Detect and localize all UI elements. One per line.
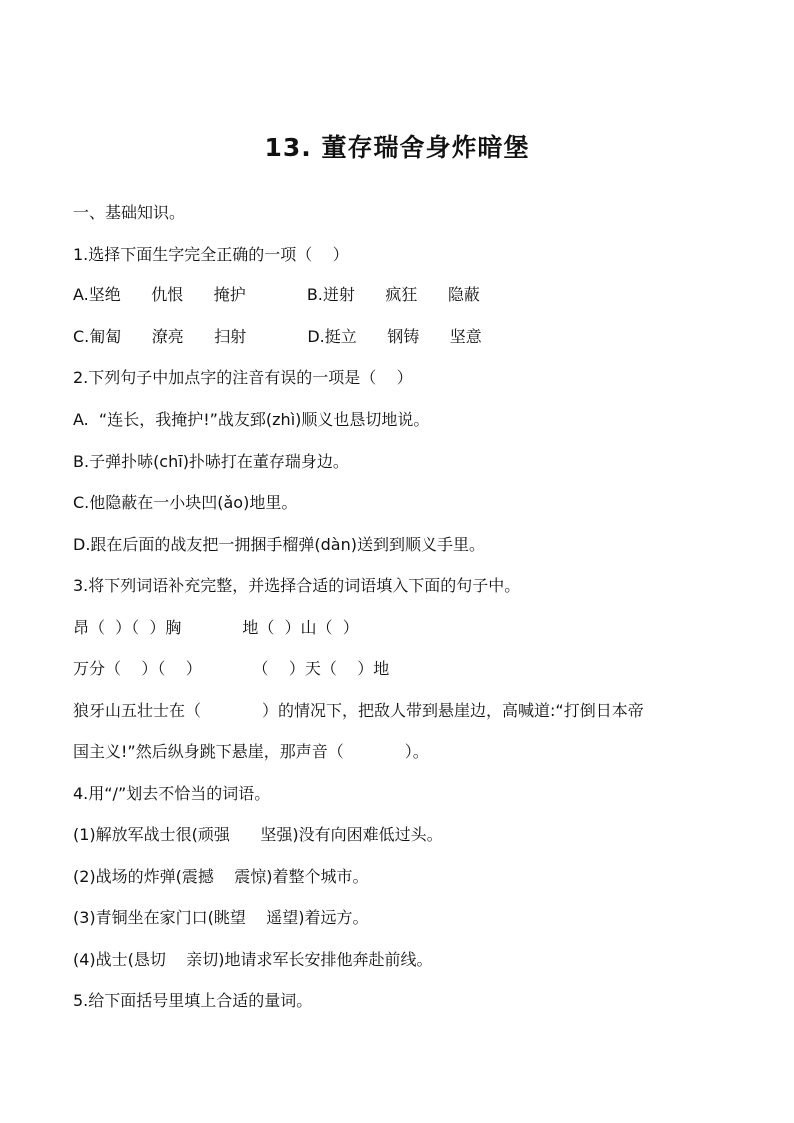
question-4: 4.用“/”划去不恰当的词语。 [73, 784, 271, 803]
question-2-option-b: B.子弹扑哧(chī)扑哧打在董存瑞身边。 [73, 452, 349, 471]
question-4-item-2: (2)战场的炸弹(震撼 震惊)着整个城市。 [73, 867, 369, 886]
question-3-sentence-line-2: 国主义!”然后纵身跳下悬崖，那声音（ ）。 [73, 742, 429, 761]
question-3-sentence-line-1: 狼牙山五壮士在（ ）的情况下，把敌人带到悬崖边，高喊道:“打倒日本帝 [73, 701, 644, 720]
question-2-option-d: D.跟在后面的战友把一拥捆手榴弹(dàn)送到到顺义手里。 [73, 535, 485, 554]
question-2-option-c: C.他隐蔽在一小块凹(ǎo)地里。 [73, 493, 298, 512]
question-3: 3.将下列词语补充完整，并选择合适的词语填入下面的句子中。 [73, 576, 521, 595]
question-1-options-ab: A.坚绝 仇恨 掩护 B.迸射 疯狂 隐蔽 [73, 285, 480, 304]
question-2: 2.下列句子中加点字的注音有误的一项是（ ） [73, 368, 413, 387]
section-heading: 一、基础知识。 [73, 203, 186, 222]
question-3-words-row-2: 万分（ ）（ ） （ ）天（ ）地 [73, 659, 390, 678]
page-title: 13. 董存瑞舍身炸暗堡 [264, 133, 530, 162]
question-1: 1.选择下面生字完全正确的一项（ ） [73, 245, 349, 264]
question-1-options-cd: C.匍匐 潦亮 扫射 D.挺立 钢铸 坚意 [73, 327, 482, 346]
question-4-item-4: (4)战士(恳切 亲切)地请求军长安排他奔赴前线。 [73, 950, 433, 969]
question-2-option-a: A. “连长，我掩护!”战友郅(zhì)顺义也恳切地说。 [73, 410, 430, 429]
question-3-words-row-1: 昂（ ）（ ）胸 地（ ）山（ ） [73, 618, 359, 637]
question-4-item-1: (1)解放军战士很(顽强 坚强)没有向困难低过头。 [73, 825, 443, 844]
question-5: 5.给下面括号里填上合适的量词。 [73, 991, 313, 1010]
question-4-item-3: (3)青铜坐在家门口(眺望 遥望)着远方。 [73, 908, 369, 927]
